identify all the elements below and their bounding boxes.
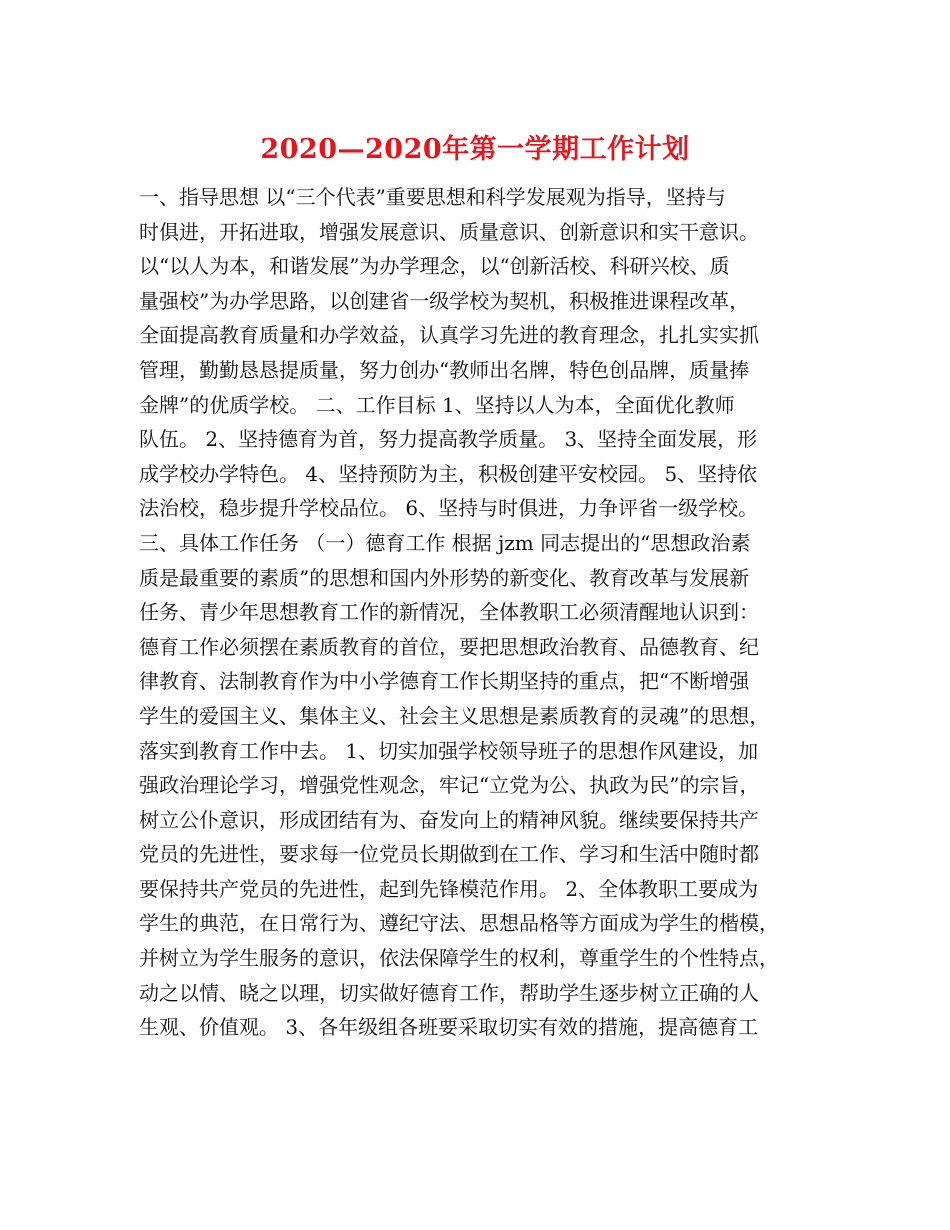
- body-text-line: 生观、价值观。 3、各年级组各班要采取切实有效的措施，提高德育工: [139, 1015, 759, 1040]
- body-text-line: 成学校办学特色。 4、坚持预防为主，积极创建平安校园。 5、坚持依: [139, 461, 758, 486]
- body-text-line: 党员的先进性，要求每一位党员长期做到在工作、学习和生活中随时都: [139, 842, 759, 867]
- body-text-line: 管理，勤勤恳恳提质量，努力创办“教师出名牌，特色创品牌，质量捧: [139, 357, 750, 382]
- document-title: 2020—2020年第一学期工作计划: [260, 134, 690, 165]
- body-text-line: 全面提高教育质量和办学效益，认真学习先进的教育理念，扎扎实实抓: [139, 323, 759, 348]
- body-text-line: 德育工作必须摆在素质教育的首位，要把思想政治教育、品德教育、纪: [139, 634, 759, 659]
- body-text-line: 要保持共产党员的先进性，起到先锋模范作用。 2、全体教职工要成为: [139, 876, 759, 901]
- body-text-line: 三、具体工作任务 （一）德育工作 根据 jzm 同志提出的“思想政治素: [139, 530, 751, 555]
- body-text-line: 律教育、法制教育作为中小学德育工作长期坚持的重点，把“不断增强: [139, 669, 750, 694]
- body-text-line: 树立公仆意识，形成团结有为、奋发向上的精神风貌。继续要保持共产: [139, 807, 759, 832]
- document-body: [139, 180, 819, 1045]
- body-text-line: 质是最重要的素质”的思想和国内外形势的新变化、教育改革与发展新: [139, 565, 750, 590]
- body-text-line: 动之以情、晓之以理，切实做好德育工作，帮助学生逐步树立正确的人: [139, 980, 759, 1005]
- body-text-line: 队伍。 2、坚持德育为首，努力提高教学质量。 3、坚持全面发展，形: [139, 427, 758, 452]
- body-text-line: 并树立为学生服务的意识，依法保障学生的权利，尊重学生的个性特点，: [139, 946, 779, 971]
- body-text-line: 金牌”的优质学校。 二、工作目标 1、坚持以人为本，全面优化教师: [139, 392, 735, 417]
- body-text-line: 学生的典范，在日常行为、遵纪守法、思想品格等方面成为学生的楷模，: [139, 911, 779, 936]
- body-text-line: 量强校”为办学思路，以创建省一级学校为契机，积极推进课程改革，: [139, 288, 750, 313]
- body-text-line: 法治校，稳步提升学校品位。 6、坚持与时俱进，力争评省一级学校。: [139, 496, 759, 521]
- body-text-line: 任务、青少年思想教育工作的新情况，全体教职工必须清醒地认识到：: [139, 600, 759, 625]
- body-text-line: 强政治理论学习，增强党性观念，牢记“立党为公、执政为民”的宗旨，: [139, 773, 760, 798]
- body-text-line: 以“以人为本，和谐发展”为办学理念，以“创新活校、科研兴校、质: [139, 254, 730, 279]
- body-text-line: 一、指导思想 以“三个代表”重要思想和科学发展观为指导，坚持与: [139, 185, 726, 209]
- body-text-line: 落实到教育工作中去。 1、切实加强学校领导班子的思想作风建设，加: [139, 738, 759, 763]
- body-text-line: 时俱进，开拓进取，增强发展意识、质量意识、创新意识和实干意识。: [139, 219, 759, 244]
- body-text-line: 学生的爱国主义、集体主义、社会主义思想是素质教育的灵魂”的思想，: [139, 703, 770, 728]
